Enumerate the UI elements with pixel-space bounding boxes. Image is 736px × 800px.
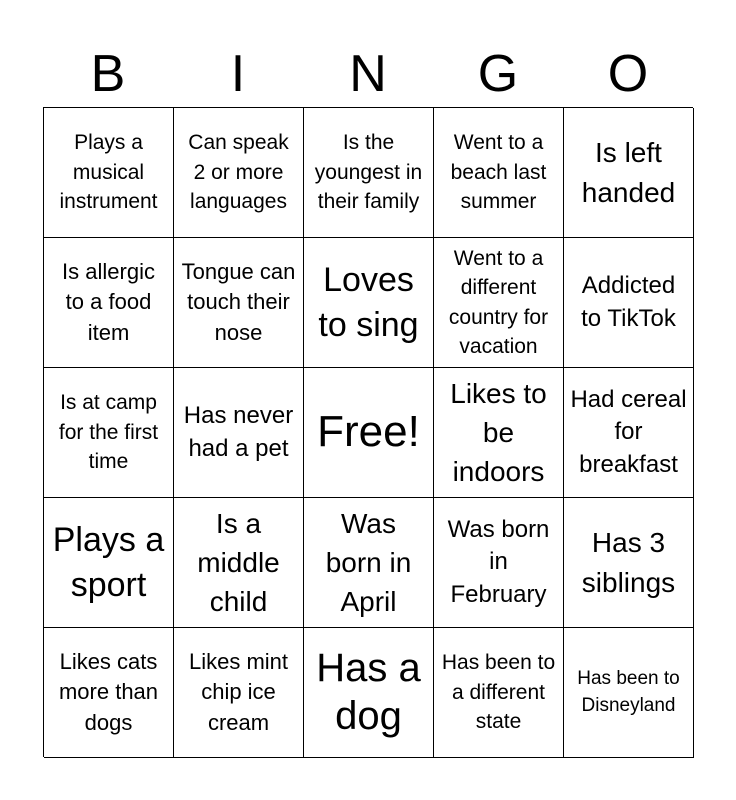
cell-text: Is at camp for the first time	[58, 391, 159, 474]
cell-text: Went to a different country for vacation	[448, 246, 549, 358]
bingo-cell[interactable]	[174, 628, 304, 758]
bingo-cell[interactable]	[44, 108, 174, 238]
cell-text: Was born in April	[325, 507, 412, 618]
bingo-cell[interactable]	[174, 498, 304, 628]
bingo-cell[interactable]	[434, 238, 564, 368]
header-letter-g: G	[477, 45, 519, 103]
free-space[interactable]	[304, 368, 434, 498]
cell-text: Plays a musical instrument	[59, 131, 158, 214]
cell-text: Tongue can touch their nose	[181, 258, 296, 345]
bingo-cell[interactable]	[564, 368, 694, 498]
cell-text: Is left handed	[581, 137, 676, 208]
bingo-board	[43, 107, 693, 757]
header-letter-n: N	[349, 45, 387, 103]
cell-text: Likes mint chip ice cream	[188, 648, 289, 735]
bingo-cell[interactable]	[564, 498, 694, 628]
cell-text: Has been to a different state	[441, 651, 556, 734]
cell-text: Likes cats more than dogs	[58, 648, 159, 735]
bingo-cell[interactable]	[44, 628, 174, 758]
bingo-cell[interactable]	[44, 498, 174, 628]
cell-text: Has never had a pet	[183, 402, 294, 462]
bingo-cell[interactable]	[44, 238, 174, 368]
cell-text: Addicted to TikTok	[581, 272, 676, 332]
bingo-cell[interactable]	[434, 368, 564, 498]
bingo-cell[interactable]	[44, 368, 174, 498]
cell-text: Plays a sport	[52, 520, 165, 604]
cell-text: Has 3 siblings	[581, 527, 676, 598]
cell-text: Went to a beach last summer	[450, 131, 547, 214]
bingo-cell[interactable]	[434, 628, 564, 758]
bingo-cell[interactable]	[174, 108, 304, 238]
cell-text: Loves to sing	[318, 260, 419, 344]
cell-text: Is the youngest in their family	[314, 131, 423, 214]
bingo-cell[interactable]	[304, 108, 434, 238]
cell-text: Is a middle child	[197, 507, 280, 618]
cell-text: Is allergic to a food item	[62, 258, 155, 345]
header-letter-b: B	[90, 45, 126, 103]
bingo-cell[interactable]	[304, 498, 434, 628]
cell-text: Free!	[317, 407, 420, 457]
cell-text: Likes to be indoors	[450, 377, 547, 488]
bingo-cell[interactable]	[434, 108, 564, 238]
bingo-cell[interactable]	[174, 368, 304, 498]
bingo-cell[interactable]	[564, 108, 694, 238]
header-letter-o: O	[607, 45, 649, 103]
cell-text: Had cereal for breakfast	[570, 385, 687, 478]
cell-text: Has been to Disneyland	[577, 667, 680, 716]
bingo-cell[interactable]	[434, 498, 564, 628]
cell-text: Was born in February	[447, 515, 550, 608]
bingo-header	[43, 40, 693, 108]
bingo-cell[interactable]	[304, 628, 434, 758]
bingo-cell[interactable]	[564, 628, 694, 758]
bingo-cell[interactable]	[304, 238, 434, 368]
bingo-cell[interactable]	[174, 238, 304, 368]
cell-text: Has a dog	[316, 646, 421, 738]
bingo-cell[interactable]	[564, 238, 694, 368]
header-letter-i: I	[230, 45, 246, 103]
cell-text: Can speak 2 or more languages	[188, 131, 289, 214]
